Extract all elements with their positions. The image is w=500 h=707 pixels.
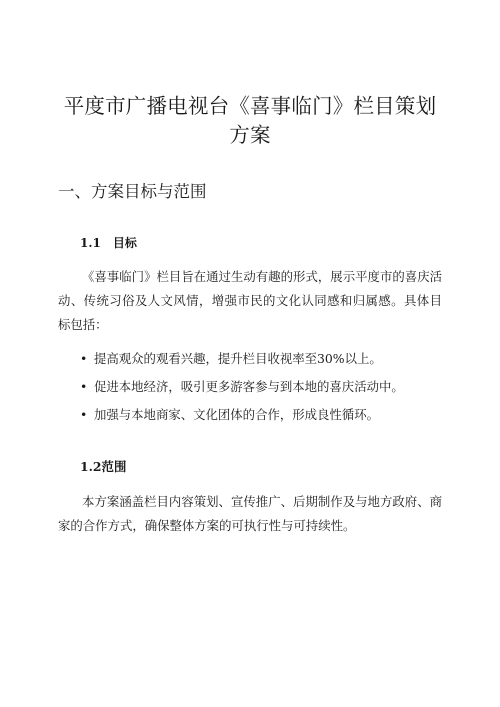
- list-item-text: 促进本地经济，吸引更多游客参与到本地的喜庆活动中。: [94, 379, 404, 394]
- section-heading: 一、方案目标与范围: [58, 182, 207, 201]
- list-item: [80, 377, 440, 405]
- list-item: [80, 349, 440, 377]
- page-title: 平度市广播电视台《喜事临门》栏目策划方案: [63, 94, 437, 147]
- list-item-text: 加强与本地商家、文化团体的合作，形成良性循环。: [94, 407, 379, 422]
- bullet-icon: •: [80, 407, 88, 422]
- scope-paragraph: 本方案涵盖栏目内容策划、宣传推广、后期制作及与地方政府、商家的合作方式，确保整体方案的可执行性与可持续性。: [58, 494, 442, 533]
- bullet-icon: •: [80, 351, 88, 366]
- subsection-label: 目标: [112, 236, 137, 250]
- bullet-icon: •: [80, 379, 88, 394]
- list-item: [80, 405, 440, 433]
- goal-list: [80, 349, 440, 433]
- subsection-number: 1.1: [80, 236, 101, 250]
- subsection-heading-goal: [80, 234, 137, 251]
- subsection-heading-scope: 1.2范围: [80, 459, 127, 474]
- goal-paragraph: 《喜事临门》栏目旨在通过生动有趣的形式，展示平度市的喜庆活动、传统习俗及人文风情，增强市民的文化认同感和归属感。具体目标包括：: [58, 269, 442, 332]
- list-item-text: 提高观众的观看兴趣，提升栏目收视率至30%以上。: [94, 351, 382, 366]
